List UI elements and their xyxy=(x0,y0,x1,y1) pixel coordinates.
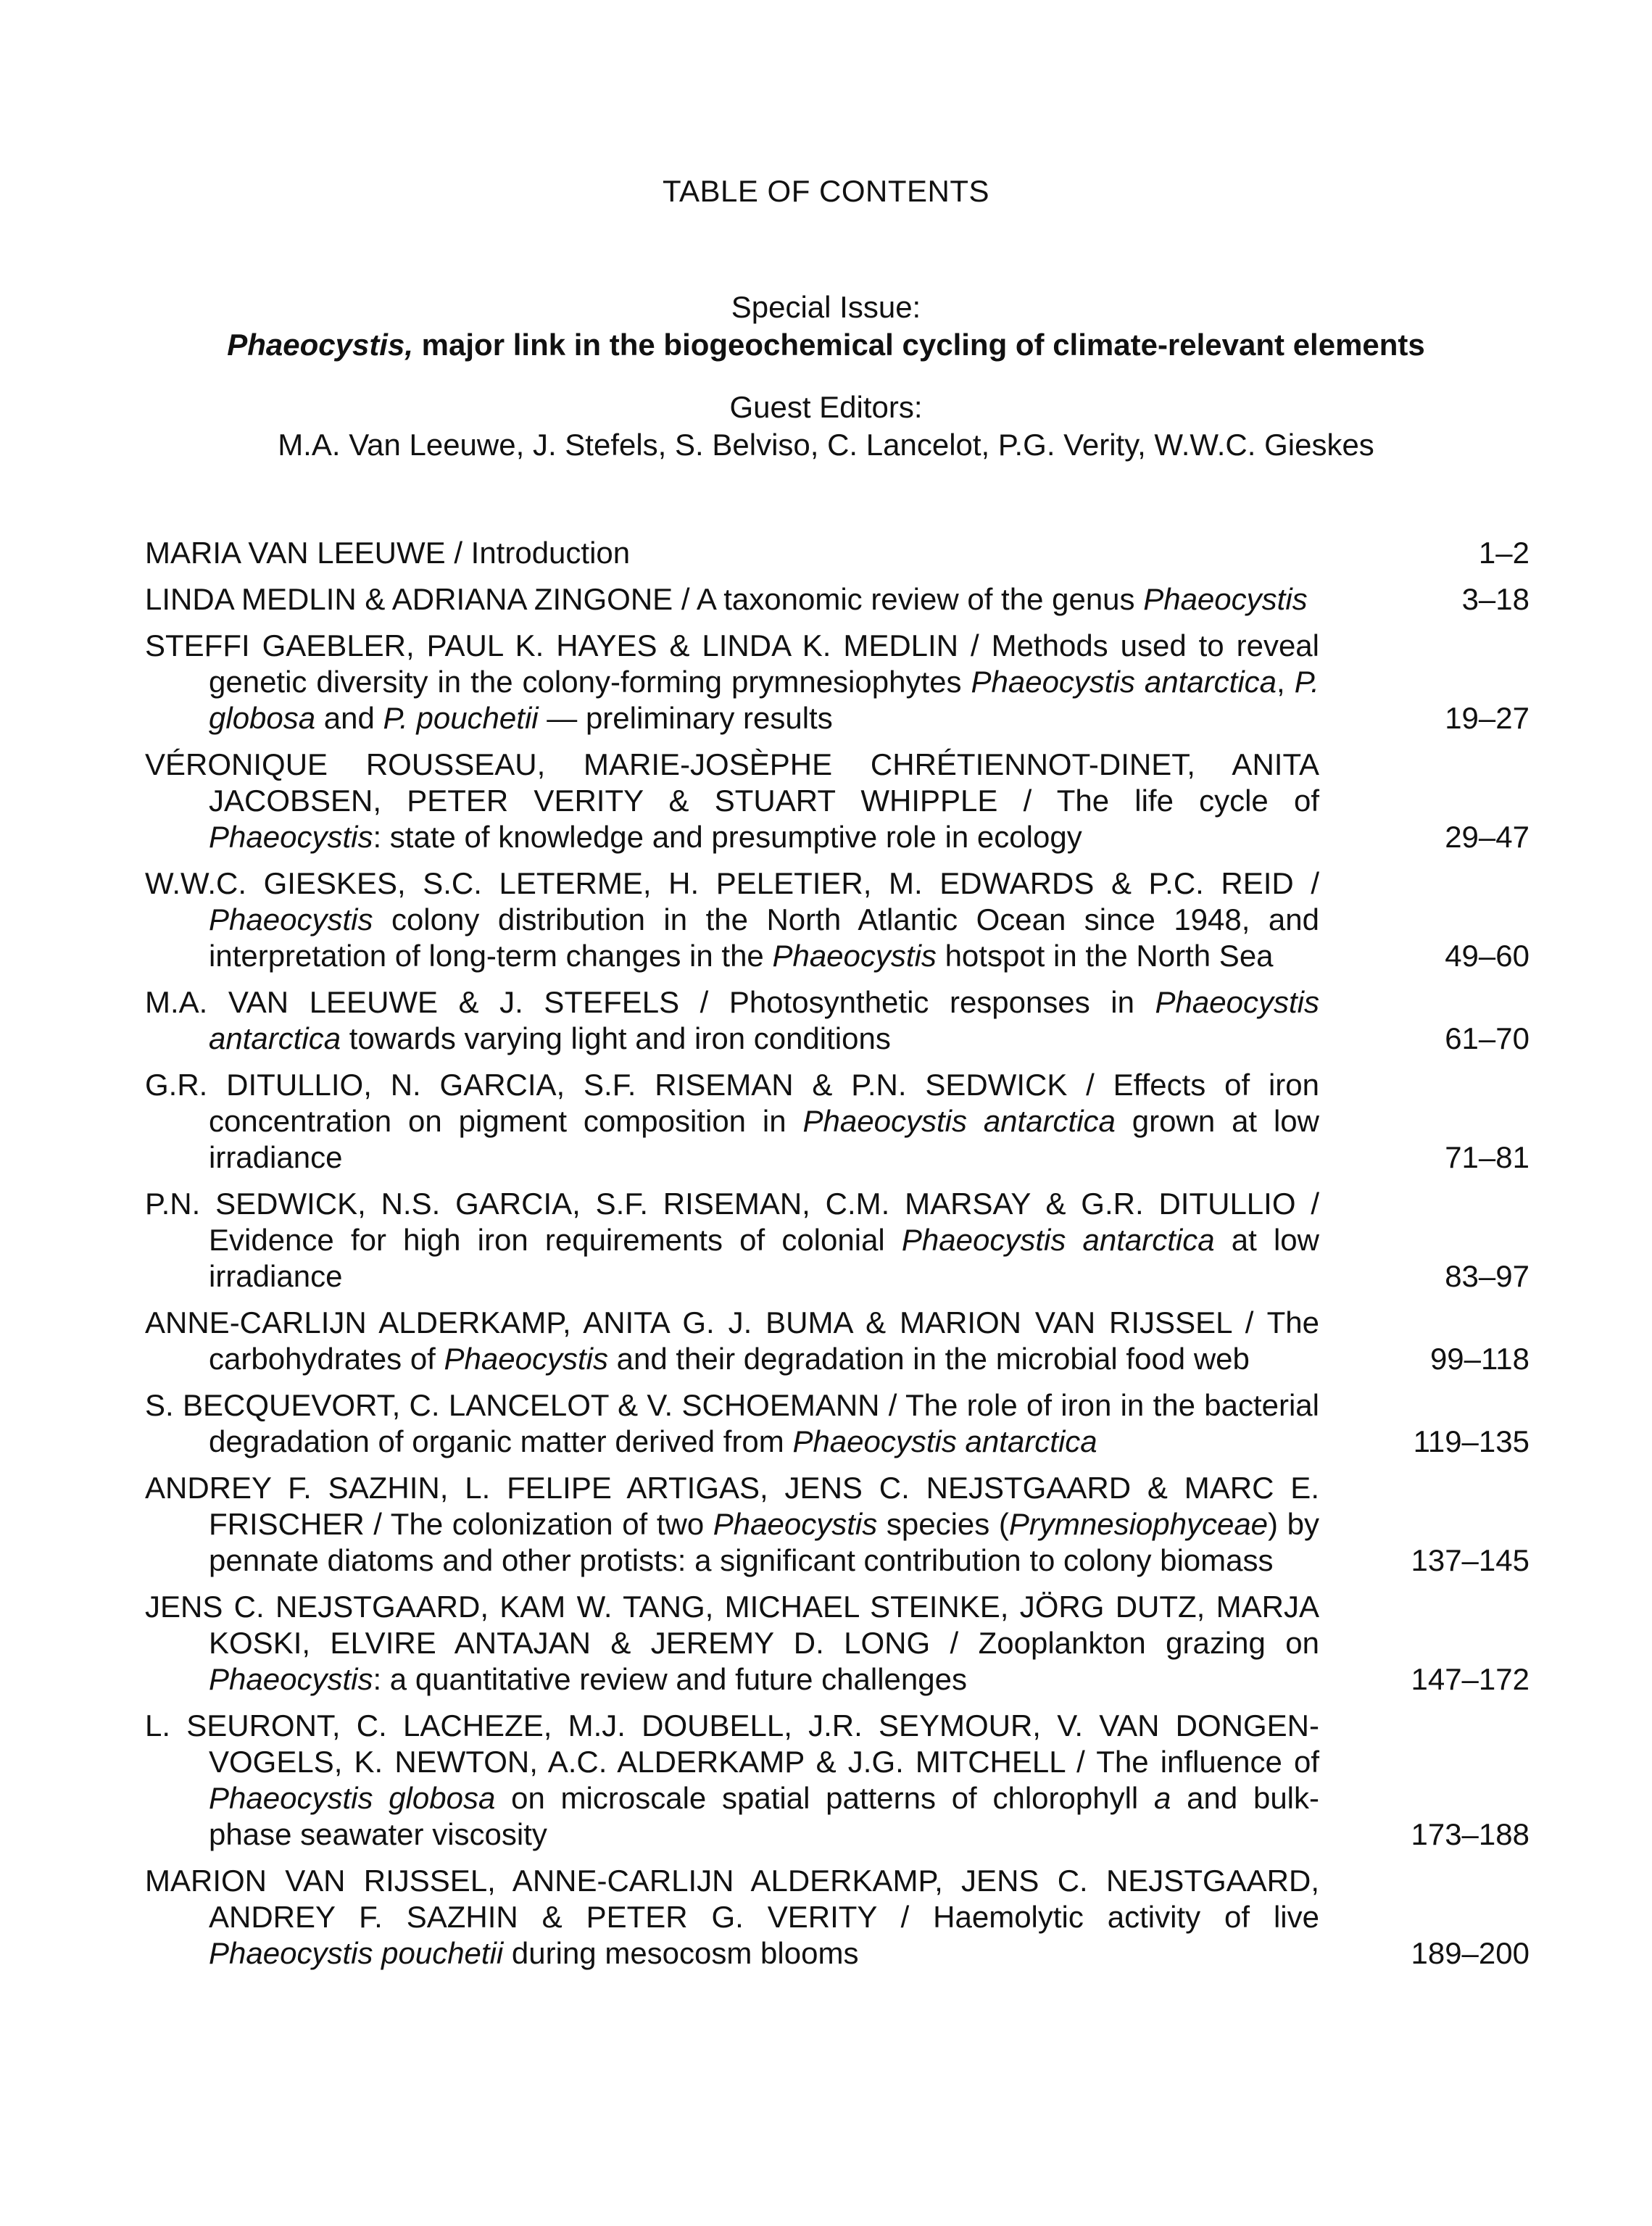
toc-entry-italic-segment: Phaeocystis antarctica xyxy=(209,985,1319,1055)
toc-entry-segment: during mesocosm blooms xyxy=(503,1936,859,1970)
toc-entry-text xyxy=(145,1387,1319,1460)
toc-entry xyxy=(145,1067,1529,1176)
toc-entry-pages: 61–70 xyxy=(1445,1021,1529,1055)
toc-entry-italic-segment: Phaeocystis xyxy=(772,939,937,973)
toc-entry-text xyxy=(145,1305,1319,1377)
toc-entry xyxy=(145,1470,1529,1579)
toc-entry-segment: VÉRONIQUE ROUSSEAU, MARIE-JOSÈPHE CHRÉTIENNOT-DINET, ANITA JACOBSEN, PETER VERITY & STUART WHIPPLE / The life cycle of xyxy=(145,747,1319,818)
toc-entry-italic-segment: Phaeocystis antarctica xyxy=(802,1104,1116,1138)
toc-entry-segment: ANDREY F. SAZHIN, L. FELIPE ARTIGAS, JENS C. NEJSTGAARD & MARC E. FRISCHER / The colonization of two xyxy=(145,1471,1319,1541)
toc-entry-segment: L. SEURONT, C. LACHEZE, M.J. DOUBELL, J.R. SEYMOUR, V. VAN DONGEN-VOGELS, K. NEWTON, A.C. ALDERKAMP & J.G. MITCHELL / The influence of xyxy=(145,1708,1319,1779)
toc-entry-pages: 119–135 xyxy=(1413,1424,1529,1458)
toc-entry-segment: JENS C. NEJSTGAARD, KAM W. TANG, MICHAEL STEINKE, JÖRG DUTZ, MARJA KOSKI, ELVIRE ANTAJAN & JEREMY D. LONG / Zooplankton grazing on xyxy=(145,1590,1319,1660)
toc-entry-pages: 1–2 xyxy=(1478,536,1529,570)
toc-entry xyxy=(145,628,1529,736)
toc-entry-text xyxy=(145,1589,1319,1698)
toc-entry-segment: on microscale spatial patterns of chlorophyll xyxy=(495,1781,1155,1815)
toc-entry xyxy=(145,984,1529,1057)
toc-entry-segment: ANNE-CARLIJN ALDERKAMP, ANITA G. J. BUMA & MARION VAN RIJSSEL / The carbohydrates of xyxy=(145,1305,1319,1376)
toc-entry-italic-segment: Phaeocystis antarctica xyxy=(901,1223,1215,1257)
toc-entry-italic-segment: Phaeocystis xyxy=(209,1662,373,1696)
toc-entry-pages: 189–200 xyxy=(1411,1936,1529,1970)
toc-entry-segment: W.W.C. GIESKES, S.C. LETERME, H. PELETIER, M. EDWARDS & P.C. REID / xyxy=(145,866,1319,900)
toc-entry-italic-segment: Phaeocystis antarctica xyxy=(971,665,1277,699)
toc-entry-italic-segment: P. pouchetii xyxy=(383,701,539,735)
toc-entry xyxy=(145,865,1529,974)
toc-entry-text xyxy=(145,581,1319,618)
toc-entry-pages: 147–172 xyxy=(1411,1662,1529,1696)
toc-entry-text xyxy=(145,1186,1319,1295)
toc-entry-segment: grown at low irradiance xyxy=(209,1104,1319,1174)
toc-entry xyxy=(145,1186,1529,1295)
special-issue-label: Special Issue: xyxy=(731,290,921,324)
toc-entry-pages: 137–145 xyxy=(1411,1543,1529,1577)
toc-entry-segment: and their degradation in the microbial food web xyxy=(607,1342,1250,1376)
toc-entry-segment: — preliminary results xyxy=(538,701,833,735)
toc-entry xyxy=(145,1589,1529,1698)
toc-entry-segment: : state of knowledge and presumptive role in ecology xyxy=(373,820,1082,854)
toc-entry-text xyxy=(145,628,1319,736)
toc-entry-pages: 83–97 xyxy=(1445,1259,1529,1293)
toc-entry-segment: and xyxy=(315,701,383,735)
toc-entry xyxy=(145,1305,1529,1377)
toc-entry-text xyxy=(145,984,1319,1057)
toc-entry-segment: colony distribution in the North Atlantic Ocean since 1948, and interpretation of long-term changes in the xyxy=(209,902,1319,973)
toc-entry-pages: 173–188 xyxy=(1411,1817,1529,1851)
toc-entry-segment: ) by pennate diatoms and other protists: a significant contribution to colony biomass xyxy=(209,1507,1319,1577)
toc-entry xyxy=(145,535,1529,571)
toc-entry-pages: 29–47 xyxy=(1445,820,1529,854)
toc-entry-segment: and bulk-phase seawater viscosity xyxy=(209,1781,1319,1851)
toc-entry-segment: M.A. VAN LEEUWE & J. STEFELS / Photosynthetic responses in xyxy=(145,985,1155,1019)
toc-entry-italic-segment: Prymnesiophyceae xyxy=(1008,1507,1269,1541)
toc-entry-text xyxy=(145,1863,1319,1972)
toc-entry-italic-segment: Phaeocystis globosa xyxy=(209,1781,496,1815)
toc-entry-pages: 19–27 xyxy=(1445,701,1529,735)
toc-entry-italic-segment: Phaeocystis pouchetii xyxy=(209,1936,504,1970)
toc-entry-text xyxy=(145,747,1319,855)
toc-entry-text xyxy=(145,1067,1319,1176)
toc-entry-segment: hotspot in the North Sea xyxy=(936,939,1274,973)
toc-entry-italic-segment: Phaeocystis antarctica xyxy=(792,1424,1097,1458)
toc-entry xyxy=(145,581,1529,618)
toc-entry-segment: STEFFI GAEBLER, PAUL K. HAYES & LINDA K. MEDLIN / Methods used to reveal genetic diversity in the colony-forming prymnesiophytes xyxy=(145,628,1319,699)
toc-entry-segment: at low irradiance xyxy=(209,1223,1319,1293)
toc-entry-text xyxy=(145,865,1319,974)
toc-entry-italic-segment: a xyxy=(1154,1781,1171,1815)
toc-entries xyxy=(145,535,1529,1982)
toc-entry-segment: G.R. DITULLIO, N. GARCIA, S.F. RISEMAN & P.N. SEDWICK / Effects of iron concentration on pigment composition in xyxy=(145,1068,1319,1138)
special-issue-title-italic: Phaeocystis, xyxy=(227,328,414,362)
toc-entry-italic-segment: P. globosa xyxy=(209,665,1319,735)
toc-entry-text xyxy=(145,1470,1319,1579)
page-title: TABLE OF CONTENTS xyxy=(662,174,990,208)
toc-entry-italic-segment: Phaeocystis xyxy=(209,902,373,937)
toc-entry-pages: 99–118 xyxy=(1429,1342,1529,1376)
toc-entry-segment: , xyxy=(1277,665,1295,699)
toc-entry-italic-segment: Phaeocystis xyxy=(444,1342,608,1376)
toc-entry-segment: LINDA MEDLIN & ADRIANA ZINGONE / A taxonomic review of the genus xyxy=(145,582,1144,616)
toc-entry-segment: towards varying light and iron conditions xyxy=(341,1021,891,1055)
toc-entry xyxy=(145,1387,1529,1460)
toc-entry-segment: S. BECQUEVORT, C. LANCELOT & V. SCHOEMANN / The role of iron in the bacterial degradation of organic matter derived from xyxy=(145,1388,1319,1458)
guest-editors-names: M.A. Van Leeuwe, J. Stefels, S. Belviso, C. Lancelot, P.G. Verity, W.W.C. Gieskes xyxy=(278,428,1374,462)
toc-entry-italic-segment: Phaeocystis xyxy=(1143,582,1308,616)
toc-entry-segment: MARIA VAN LEEUWE / Introduction xyxy=(145,536,631,570)
toc-entry-pages: 49–60 xyxy=(1445,939,1529,973)
toc-entry xyxy=(145,1708,1529,1853)
toc-entry-italic-segment: Phaeocystis xyxy=(209,820,373,854)
toc-entry-pages: 71–81 xyxy=(1445,1140,1529,1174)
toc-entry-text xyxy=(145,535,1319,571)
toc-entry-segment: : a quantitative review and future challenges xyxy=(373,1662,967,1696)
toc-entry-segment: species ( xyxy=(877,1507,1009,1541)
toc-entry-text xyxy=(145,1708,1319,1853)
toc-entry xyxy=(145,1863,1529,1972)
toc-entry-segment: P.N. SEDWICK, N.S. GARCIA, S.F. RISEMAN, C.M. MARSAY & G.R. DITULLIO / Evidence for high iron requirements of colonial xyxy=(145,1187,1319,1257)
special-issue-title-rest: major link in the biogeochemical cycling of climate-relevant elements xyxy=(413,328,1425,362)
guest-editors-label: Guest Editors: xyxy=(729,390,923,424)
toc-entry xyxy=(145,747,1529,855)
toc-entry-pages: 3–18 xyxy=(1461,582,1529,616)
toc-entry-italic-segment: Phaeocystis xyxy=(713,1507,878,1541)
special-issue-title xyxy=(0,328,1652,362)
toc-entry-segment: MARION VAN RIJSSEL, ANNE-CARLIJN ALDERKAMP, JENS C. NEJSTGAARD, ANDREY F. SAZHIN & PETER G. VERITY / Haemolytic activity of live xyxy=(145,1864,1319,1934)
